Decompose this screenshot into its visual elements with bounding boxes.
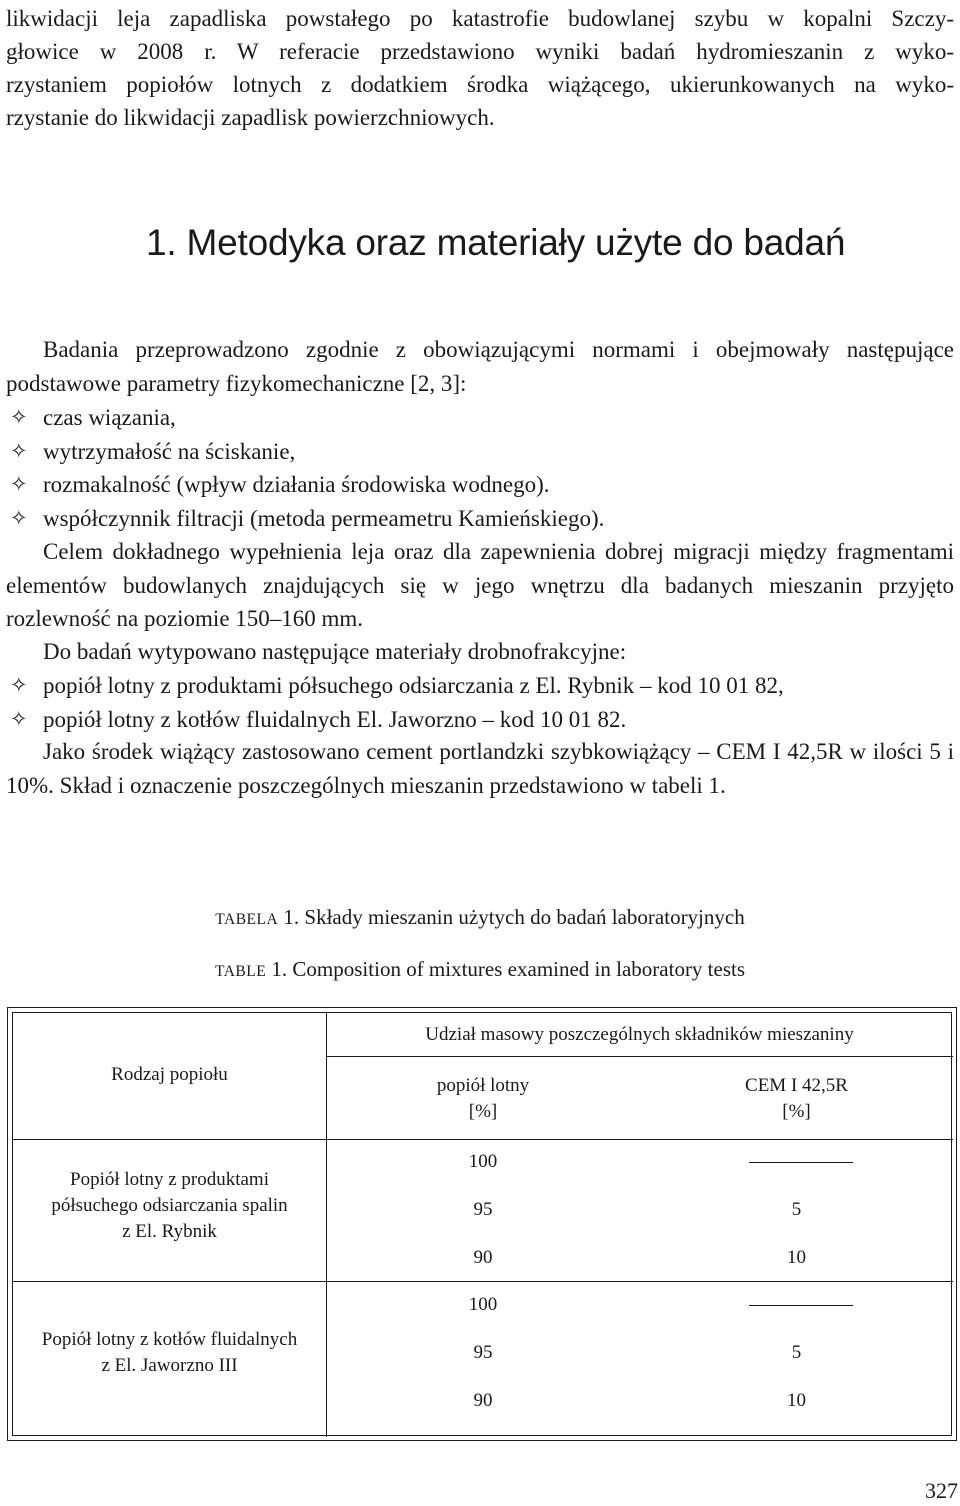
bullet-icon: ✧ bbox=[10, 472, 28, 496]
intro-line: rzystaniem popiołów lotnych z dodatkiem środka wiążącego, ukierunkowanych na wyko- bbox=[6, 72, 954, 97]
table-cell-cem: 5 bbox=[791, 1199, 802, 1220]
ash-type-rybnik: Popiół lotny z produktami półsuchego odsiarczania spalin z El. Rybnik bbox=[51, 1169, 288, 1242]
row-divider bbox=[13, 1281, 953, 1282]
list-item: ✧ popiół lotny z kotłów fluidalnych El. Jaworzno – kod 10 01 82. bbox=[6, 703, 954, 737]
table-cell-fly-ash: 95 bbox=[473, 1199, 493, 1220]
list-item: ✧ czas wiązania, bbox=[6, 401, 954, 435]
table-cell-cem: 5 bbox=[791, 1342, 802, 1363]
page-number: 327 bbox=[925, 1478, 958, 1503]
header-fly-ash: popiół lotny [%] bbox=[436, 1075, 530, 1122]
ash-type-jaworzno: Popiół lotny z kotłów fluidalnych z El. Jaworzno III bbox=[41, 1329, 298, 1376]
empty-value-dash bbox=[749, 1162, 853, 1163]
bullet-icon: ✧ bbox=[10, 438, 28, 463]
bullet-icon: ✧ bbox=[10, 405, 28, 429]
bullet-icon: ✧ bbox=[10, 673, 28, 697]
header-ash-type: Rodzaj popiołu bbox=[111, 1064, 228, 1085]
header-group: Udział masowy poszczególnych składników mieszaniny bbox=[425, 1024, 854, 1045]
list-item: ✧ współczynnik filtracji (metoda permeametru Kamieńskiego). bbox=[6, 502, 954, 536]
intro-line: rzystanie do likwidacji zapadlisk powierzchniowych. bbox=[6, 105, 495, 130]
table-cell-cem: 10 bbox=[787, 1247, 806, 1268]
intro-line: głowice w 2008 r. W referacie przedstawiono wyniki badań hydromieszanin z wyko- bbox=[6, 39, 954, 64]
bullet-icon: ✧ bbox=[10, 706, 28, 731]
table-cell-fly-ash: 90 bbox=[473, 1247, 493, 1268]
materials-list bbox=[6, 669, 954, 736]
empty-value-dash bbox=[749, 1305, 853, 1306]
table-cell-fly-ash: 100 bbox=[468, 1151, 498, 1172]
parameters-list bbox=[6, 401, 954, 535]
table-caption-pl: TABELA 1. Składy mieszanin użytych do badań laboratoryjnych bbox=[215, 905, 745, 929]
table-cell-fly-ash: 95 bbox=[473, 1342, 493, 1363]
table-cell-cem: 10 bbox=[787, 1390, 806, 1411]
list-item: ✧ popiół lotny z produktami półsuchego odsiarczania z El. Rybnik – kod 10 01 82, bbox=[6, 669, 954, 703]
table-cell-fly-ash: 90 bbox=[473, 1390, 493, 1411]
table-cell-fly-ash: 100 bbox=[468, 1294, 498, 1315]
list-item: ✧ rozmakalność (wpływ działania środowiska wodnego). bbox=[6, 468, 954, 502]
header-cem: CEM I 42,5R [%] bbox=[745, 1075, 848, 1122]
table-inner bbox=[12, 1012, 952, 1436]
body-paragraph: Celem dokładnego wypełnienia leja oraz dla zapewnienia dobrej migracji między fragmentami elementów budowlanych znajdujących się w jego wnętrzu dla badanych mieszanin przyjęto rozlewność na poziomie 150–160 mm. bbox=[6, 539, 954, 631]
table-caption-en: TABLE 1. Composition of mixtures examined in laboratory tests bbox=[214, 957, 746, 981]
methods-paragraph: Badania przeprowadzono zgodnie z obowiązującymi normami i obejmowały następujące podstawowe parametry fizykomechaniczne [2, 3]: bbox=[6, 337, 954, 396]
section-heading: 1. Metodyka oraz materiały użyte do badań bbox=[146, 222, 846, 263]
bullet-icon: ✧ bbox=[10, 505, 28, 530]
composition-table bbox=[7, 1007, 957, 1441]
intro-line: likwidacji leja zapadliska powstałego po katastrofie budowlanej szybu w kopalni Szczy- bbox=[6, 6, 954, 31]
row-divider bbox=[326, 1056, 953, 1057]
body-paragraph: Do badań wytypowano następujące materiały drobnofrakcyjne: bbox=[43, 639, 627, 664]
row-divider bbox=[13, 1139, 953, 1140]
body-paragraph: Jako środek wiążący zastosowano cement portlandzki szybkowiążący – CEM I 42,5R w ilości 5 i 10%. Skład i oznaczenie poszczególnych mieszanin przedstawiono w tabeli 1. bbox=[6, 739, 954, 798]
list-item: ✧ wytrzymałość na ściskanie, bbox=[6, 435, 954, 469]
